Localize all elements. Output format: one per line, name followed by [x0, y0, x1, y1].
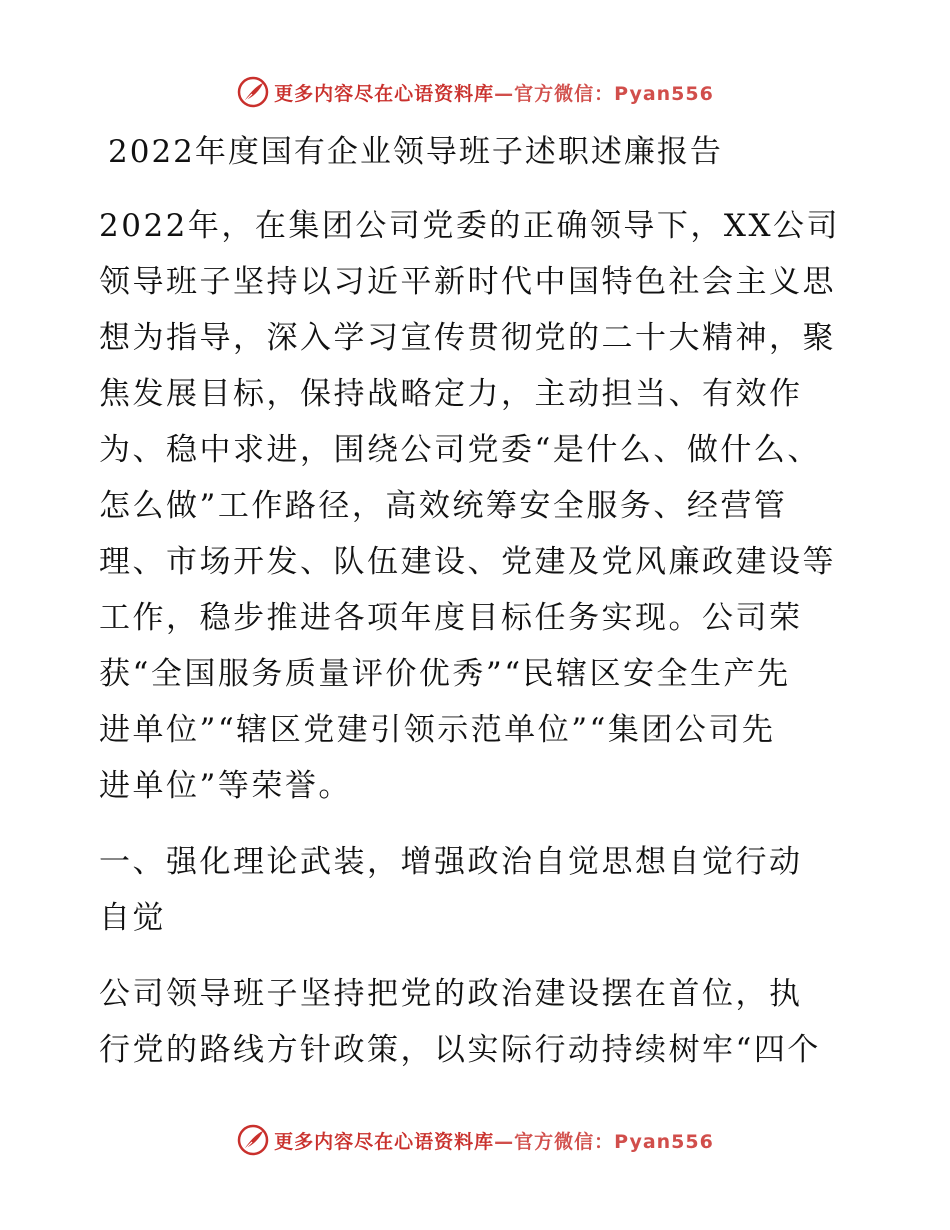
watermark-header — [0, 72, 950, 112]
paragraph-line: 进单位”等荣誉。 — [99, 768, 352, 804]
paragraph-line: 公司领导班子坚持把党的政治建设摆在首位，执 — [99, 976, 803, 1012]
watermark-text-main: 更多内容尽在心语资料库 — [274, 1130, 495, 1153]
paragraph-line: 获“全国服务质量评价优秀”“民辖区安全生产先 — [99, 656, 791, 692]
document-title: 2022年度国有企业领导班子述职述廉报告 — [108, 134, 723, 170]
paragraph-line: 想为指导，深入学习宣传贯彻党的二十大精神，聚 — [99, 320, 836, 356]
paragraph-line: 行党的路线方针政策，以实际行动持续树牢“四个 — [99, 1032, 821, 1068]
section-heading-line: 一、强化理论武装，增强政治自觉思想自觉行动 — [99, 844, 803, 880]
paragraph-line: 怎么做”工作路径，高效统筹安全服务、经营管 — [99, 488, 788, 524]
watermark-text-wechat: —官方微信：Pyan556 — [494, 82, 714, 105]
feather-logo-icon — [236, 1123, 270, 1157]
feather-logo-icon — [236, 75, 270, 109]
paragraph-line: 2022年，在集团公司党委的正确领导下，XX公司 — [99, 208, 841, 244]
watermark-text-main: 更多内容尽在心语资料库 — [274, 82, 495, 105]
paragraph-line: 进单位”“辖区党建引领示范单位”“集团公司先 — [99, 712, 776, 748]
watermark-footer — [0, 1120, 950, 1160]
paragraph-line: 焦发展目标，保持战略定力，主动担当、有效作 — [99, 376, 803, 412]
section-heading-line: 自觉 — [99, 900, 166, 936]
watermark-text-wechat: —官方微信：Pyan556 — [494, 1130, 714, 1153]
paragraph-line: 工作，稳步推进各项年度目标任务实现。公司荣 — [99, 600, 803, 636]
paragraph-line: 理、市场开发、队伍建设、党建及党风廉政建设等 — [99, 544, 836, 580]
paragraph-line: 领导班子坚持以习近平新时代中国特色社会主义思 — [99, 264, 836, 300]
paragraph-line: 为、稳中求进，围绕公司党委“是什么、做什么、 — [99, 432, 821, 468]
